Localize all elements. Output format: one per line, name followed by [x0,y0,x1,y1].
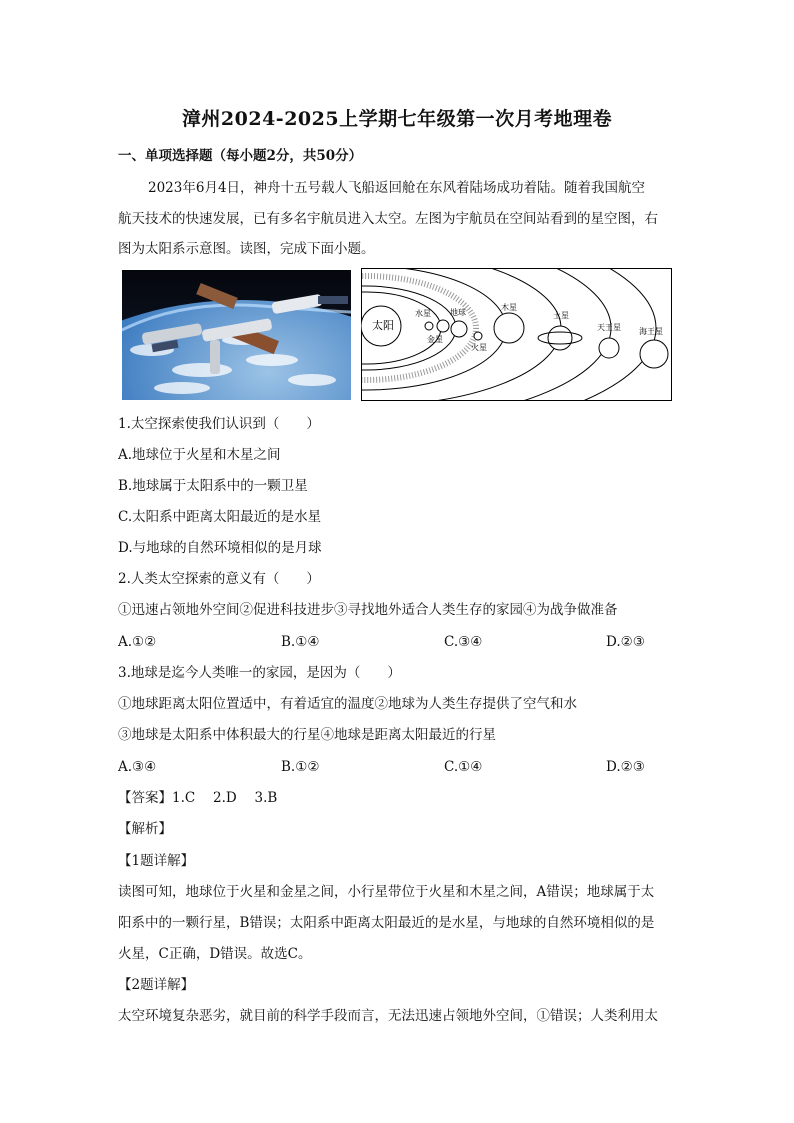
q2-option-c: C.③④ [444,634,483,650]
solar-system-diagram [361,268,672,401]
q2-statements: ①迅速占领地外空间②促进科技进步③寻找地外适合人类生存的家园④为战争做准备 [118,602,618,618]
q3-statements-1: ①地球距离太阳位置适中，有着适宜的温度②地球为人类生存提供了空气和水 [118,696,577,712]
section-heading: 一、单项选择题（每小题2分，共50分） [118,148,363,164]
solar-system-svg [361,268,672,401]
q3-stem: 3.地球是迄今人类唯一的家园，是因为（ ） [118,665,401,681]
q1-option-a: A.地球位于火星和木星之间 [118,447,281,463]
detail1-line-2: 阳系中的一颗行星，B错误；太阳系中距离太阳最近的是水星，与地球的自然环境相似的是 [118,915,655,931]
label-mercury: 水星 [415,309,431,318]
q1-option-b: B.地球属于太阳系中的一颗卫星 [118,478,308,494]
page-title: 漳州2024-2025上学期七年级第一次月考地理卷 [181,108,613,130]
intro-line-1: 2023年6月4日，神舟十五号载人飞船返回舱在东风着陆场成功着陆。随着我国航空 [148,180,646,196]
answer-line: 【答案】1.C 2.D 3.B [118,790,278,806]
q1-option-c: C.太阳系中距离太阳最近的是水星 [118,509,322,525]
detail1-line-1: 读图可知，地球位于火星和金星之间，小行星带位于火星和木星之间，A错误；地球属于太 [118,884,655,900]
label-earth: 地球 [450,308,466,317]
q3-option-a: A.③④ [118,759,157,775]
label-neptune: 海王星 [639,327,663,336]
q3-option-d: D.②③ [606,759,645,775]
intro-line-2: 航天技术的快速发展，已有多名宇航员进入太空。左图为宇航员在空间站看到的星空图，右 [118,211,658,227]
q1-stem: 1.太空探索使我们认识到（ ） [118,416,320,432]
q3-option-c: C.①④ [444,759,483,775]
q3-statements-2: ③地球是太阳系中体积最大的行星④地球是距离太阳最近的行星 [118,727,496,743]
detail2-line-1: 太空环境复杂恶劣，就目前的科学手段而言，无法迅速占领地外空间，①错误；人类利用太 [118,1008,658,1024]
label-mars: 火星 [471,343,487,352]
q2-option-d: D.②③ [606,634,645,650]
label-saturn: 土星 [553,311,569,320]
label-jupiter: 木星 [501,303,517,312]
detail1-label: 【1题详解】 [118,853,195,869]
label-venus: 金星 [427,335,443,344]
label-sun: 太阳 [372,319,394,332]
q1-option-d: D.与地球的自然环境相似的是月球 [118,540,322,556]
detail1-line-3: 火星，C正确，D错误。故选C。 [118,946,312,962]
q2-option-a: A.①② [118,634,157,650]
intro-line-3: 图为太阳系示意图。读图，完成下面小题。 [118,241,375,257]
label-uranus: 天王星 [597,323,621,332]
q3-option-b: B.①② [281,759,320,775]
q2-stem: 2.人类太空探索的意义有（ ） [118,571,320,587]
analysis-label: 【解析】 [118,821,172,837]
q2-option-b: B.①④ [281,634,320,650]
space-station-svg [122,270,351,400]
detail2-label: 【2题详解】 [118,977,195,993]
space-station-image [122,270,351,400]
